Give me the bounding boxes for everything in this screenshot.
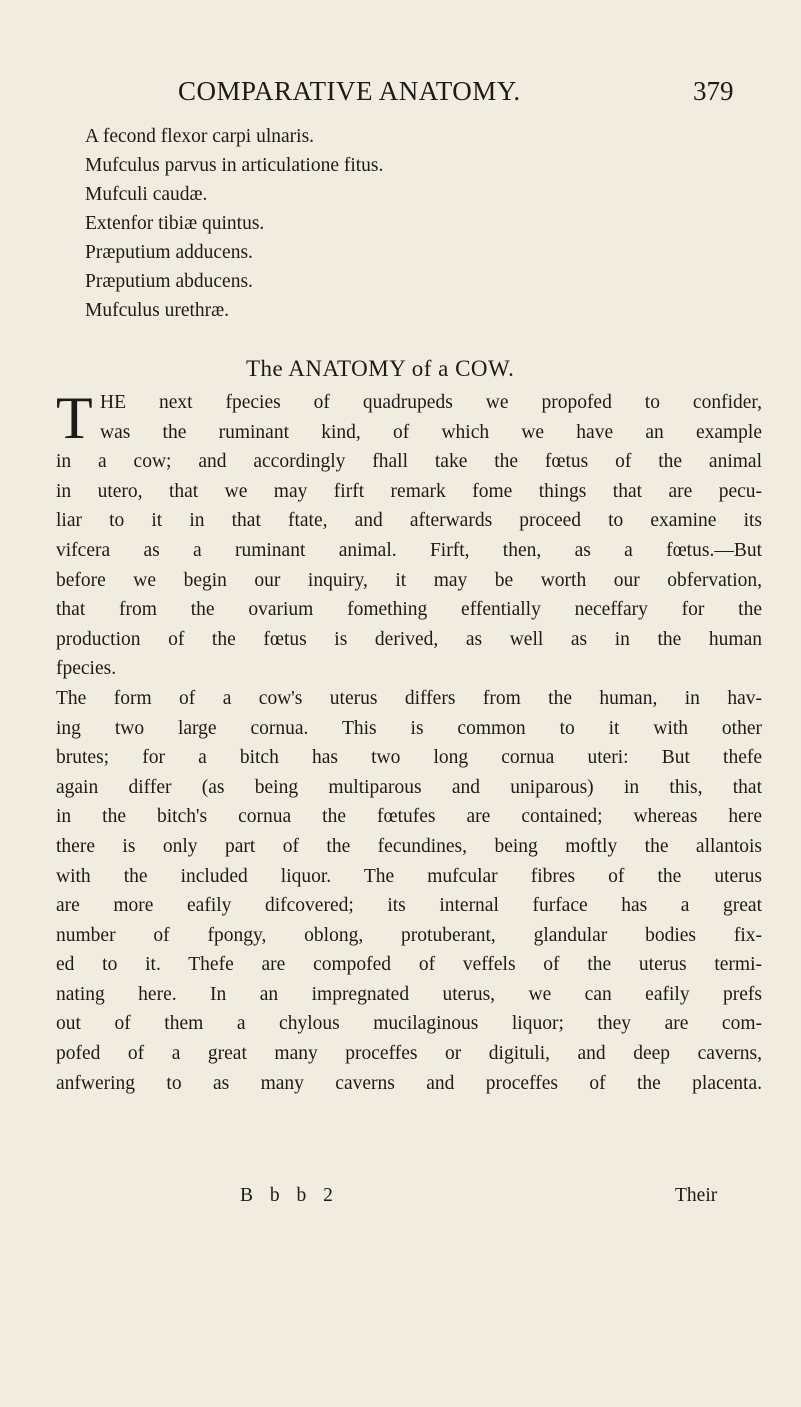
text-line: out of them a chylous mucilaginous liquor; they are com- [56,1013,762,1035]
text-line: in utero, that we may firft remark fome things that are pecu- [56,480,762,502]
text-line: in a cow; and accordingly fhall take the fœtus of the animal [56,451,762,473]
text-line: ed to it. Thefe are compofed of veffels of the uterus termi- [56,954,762,976]
text-line: pofed of a great many proceffes or digituli, and deep caverns, [56,1043,762,1065]
text-line: there is only part of the fecundines, being moftly the allantois [56,835,762,857]
text-line: ing two large cornua. This is common to it with other [56,717,762,739]
text-line: in the bitch's cornua the fœtufes are contained; whereas here [56,806,762,828]
text-line: fpecies. [56,658,117,680]
muscle-list-item: Præputium adducens. [85,242,253,263]
muscle-list-item: Extenfor tibiæ quintus. [85,213,265,234]
text-line: anfwering to as many caverns and proceffes of the placenta. [56,1072,762,1094]
text-line: again differ (as being multiparous and uniparous) in this, that [56,776,762,798]
body-text [56,385,762,1098]
text-line: nating here. In an impregnated uterus, we can eafily prefs [56,983,762,1005]
muscle-list-item: Præputium abducens. [85,271,253,292]
text-line: before we begin our inquiry, it may be worth our obfervation, [56,569,762,591]
running-header [178,76,761,116]
signature-mark: B b b 2 [240,1185,339,1206]
page-footer [0,1185,801,1217]
section-title: The ANATOMY of a COW. [246,356,515,381]
text-line: brutes; for a bitch has two long cornua uteri: But thefe [56,747,762,769]
header-title: COMPARATIVE ANATOMY. [178,76,521,106]
text-line: was the ruminant kind, of which we have an example [100,421,762,443]
text-line: number of fpongy, oblong, protuberant, glandular bodies fix- [56,924,762,946]
catchword: Their [675,1185,718,1206]
muscle-list-item: A fecond flexor carpi ulnaris. [85,126,315,147]
muscle-list-item: Mufculus parvus in articulatione fitus. [85,155,384,176]
text-line: with the included liquor. The mufcular fibres of the uterus [56,865,762,887]
muscle-list-item: Mufculus urethræ. [85,300,230,321]
text-line: liar to it in that ftate, and afterwards proceed to examine its [56,510,762,532]
drop-cap: T [56,385,93,451]
text-line: vifcera as a ruminant animal. Firft, then, as a fœtus.—But [56,539,762,561]
text-line-content: HE next fpecies of quadrupeds we propofed to confider, [100,392,762,413]
page-number: 379 [693,76,734,106]
text-line: that from the ovarium fomething effentially neceffary for the [56,599,762,621]
muscle-list-item: Mufculi caudæ. [85,184,208,205]
text-line: The form of a cow's uterus differs from the human, in hav- [56,687,762,709]
muscle-list [85,122,383,325]
text-line: are more eafily difcovered; its internal furface has a great [56,895,762,917]
text-line: production of the fœtus is derived, as well as in the human [56,628,762,650]
